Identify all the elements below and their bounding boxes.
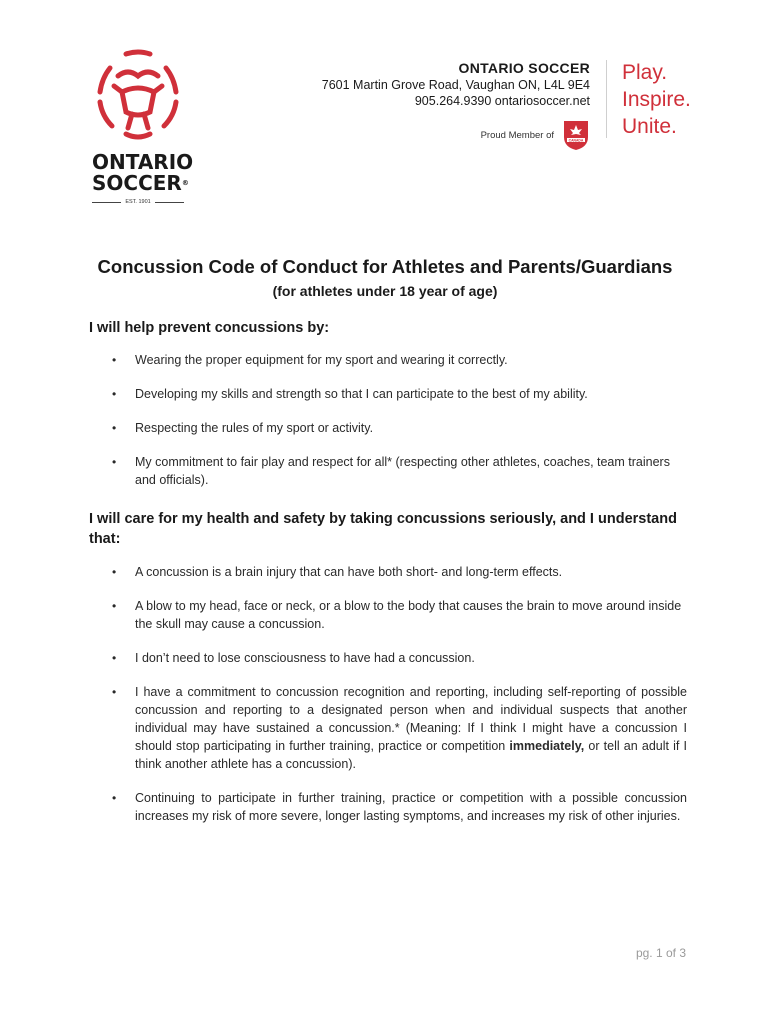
list-item-text: A blow to my head, face or neck, or a blow to the body that causes the brain to move around inside the skull may cause a concussion. [135, 599, 682, 631]
header-divider [606, 60, 607, 138]
list-item-text: I don’t need to lose consciousness to have had a concussion. [135, 651, 475, 665]
section-care-heading: I will care for my health and safety by taking concussions seriously, and I understand that: [89, 511, 677, 547]
document-subtitle: (for athletes under 18 year of age) [272, 283, 498, 299]
proud-member [322, 119, 590, 151]
org-name: ONTARIO SOCCER [458, 60, 590, 76]
list-item-text: Respecting the rules of my sport or activity. [135, 421, 374, 435]
organization-address [322, 60, 590, 151]
list-item-text: Wearing the proper equipment for my sport and wearing it correctly. [135, 353, 508, 367]
list-item-text-end: or tell an adult if I think another athlete has a concussion). [135, 739, 688, 771]
page-number: pg. 1 of 3 [635, 946, 686, 960]
document-title: Concussion Code of Conduct for Athletes and Parents/Guardians [97, 256, 673, 277]
list-item-text: My commitment to fair play and respect for all* (respecting other athletes, coaches, team trainers and officials). [135, 455, 670, 487]
list-item [89, 597, 687, 633]
prevent-list [89, 351, 687, 489]
tagline-unite: Unite. [622, 115, 677, 138]
list-item [89, 789, 687, 825]
list-item-text: I have a commitment to concussion recognition and reporting, including self-reporting of possible concussion and reporting to a designated person when and individual suspects that another individual may have sustained a concussion.* (Meaning: If I think I might have a concussion I should stop participating in further training, practice or competition [135, 685, 687, 753]
list-item-text: Continuing to participate in further training, practice or competition with a possible concussion increases my risk of more severe, longer lasting symptoms, and increases my risk of other injuries. [135, 791, 687, 823]
bullet: • [112, 599, 117, 613]
bullet: • [112, 353, 117, 367]
logo-word-soccer-text: SOCCER [92, 171, 182, 195]
tagline-inspire: Inspire. [622, 88, 691, 111]
tagline-play: Play. [622, 61, 668, 84]
care-list [89, 563, 687, 825]
street-address: 7601 Martin Grove Road, Vaughan ON, L4L 9E4 [321, 78, 590, 92]
logo-word-soccer [92, 172, 188, 194]
list-item [89, 563, 687, 581]
bullet: • [112, 685, 117, 699]
list-item [89, 683, 687, 773]
bullet: • [112, 791, 117, 805]
list-item-text: Developing my skills and strength so that I can participate to the best of my ability. [135, 387, 588, 401]
list-item-text: A concussion is a brain injury that can have both short- and long-term effects. [135, 565, 563, 579]
svg-text:CANADA: CANADA [568, 138, 584, 143]
bullet: • [112, 455, 117, 469]
list-item [89, 453, 687, 489]
bullet: • [112, 387, 117, 401]
bullet: • [112, 565, 117, 579]
divider-line [92, 202, 121, 203]
logo-est-text: EST. 1901 [125, 199, 151, 205]
contact-info: 905.264.9390 ontariosoccer.net [414, 94, 590, 108]
bullet: • [112, 421, 117, 435]
list-item [89, 385, 687, 403]
logo-word-ontario: ONTARIO [92, 150, 194, 174]
soccer-ball-icon [88, 46, 188, 146]
registered-mark: ® [181, 179, 189, 187]
proud-member-text: Proud Member of [480, 129, 554, 141]
section-prevent-heading: I will help prevent concussions by: [89, 320, 330, 336]
canada-soccer-crest-icon [562, 119, 590, 151]
emphasis-immediately: immediately, [509, 739, 585, 753]
logo-established [92, 199, 184, 205]
tagline [622, 59, 691, 140]
bullet: • [112, 651, 117, 665]
ontario-soccer-logo [88, 46, 194, 211]
list-item [89, 351, 687, 369]
list-item [89, 419, 687, 437]
list-item [89, 649, 687, 667]
divider-line [155, 202, 184, 203]
